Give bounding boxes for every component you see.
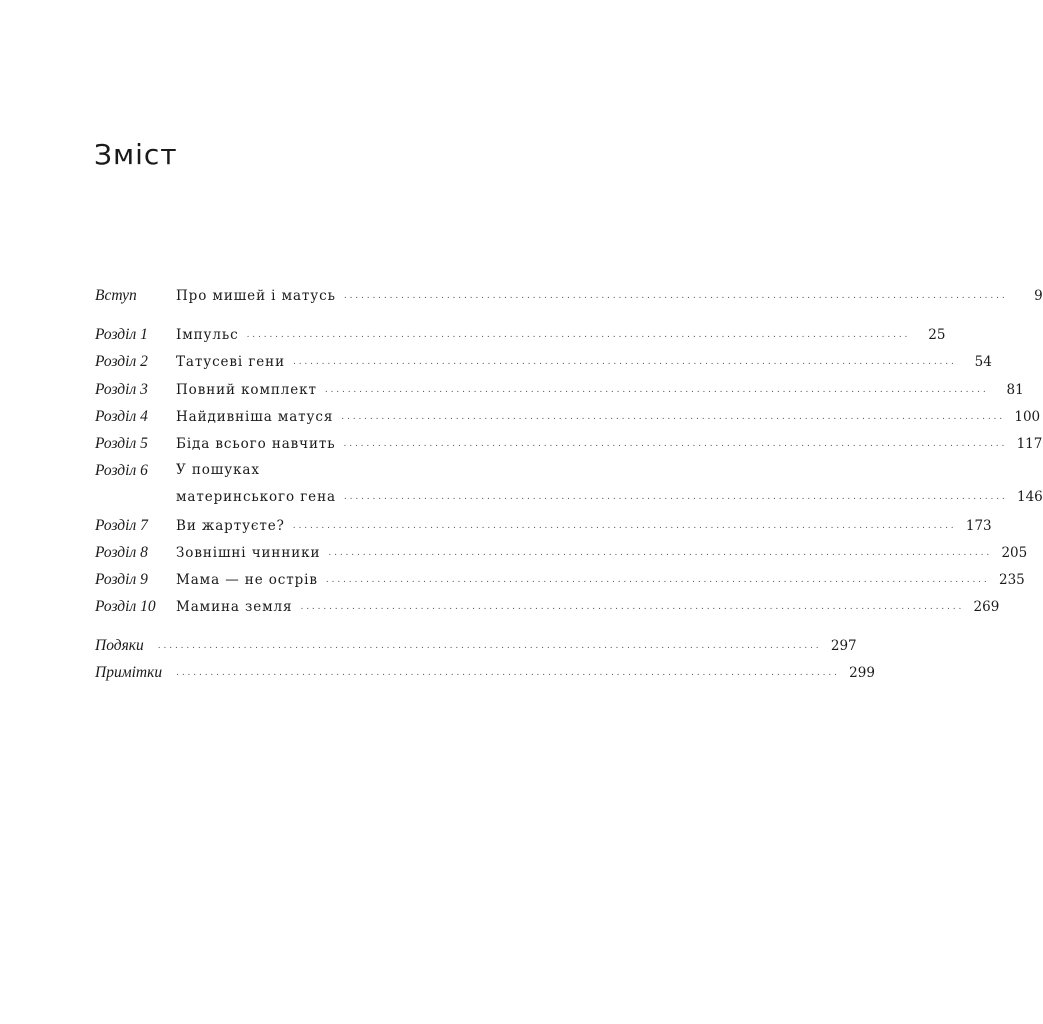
entry-label: Розділ 8 xyxy=(95,543,148,561)
dot-leader xyxy=(328,540,989,567)
entry-title: Повний комплект xyxy=(176,381,317,398)
entry-label: Розділ 6 xyxy=(95,462,148,480)
entry-label: Подяки xyxy=(95,637,144,655)
entry-title: Про мишей і матусь xyxy=(176,288,336,304)
entry-page: 299 xyxy=(849,665,875,682)
entry-title-line-2 xyxy=(176,484,1043,511)
entry-label: Розділ 5 xyxy=(95,434,148,452)
entry-page: 297 xyxy=(830,638,857,655)
entry-page: 54 xyxy=(974,354,992,371)
entry-title: Найдивніша матуся xyxy=(176,408,334,425)
entry-title: У пошуках xyxy=(176,462,260,479)
entry-title: Біда всього навчить xyxy=(176,435,336,452)
entry-label: Розділ 4 xyxy=(95,407,148,425)
toc-entry-chapter-8[interactable] xyxy=(95,539,1028,566)
entry-label: Розділ 7 xyxy=(95,516,148,534)
entry-page: 9 xyxy=(1034,288,1043,304)
entry-title: Імпульс xyxy=(176,327,239,344)
entry-label: Розділ 1 xyxy=(95,326,148,344)
entry-title: материнського гена xyxy=(176,489,336,506)
entry-page: 173 xyxy=(965,517,992,534)
entry-label: Розділ 9 xyxy=(95,570,148,588)
entry-title: Ви жартуєте? xyxy=(176,517,285,534)
entry-title-line-1 xyxy=(176,457,1043,484)
dot-leader xyxy=(293,349,954,376)
entry-label: Примітки xyxy=(95,664,163,682)
dot-leader xyxy=(247,322,908,349)
entry-title: Зовнішні чинники xyxy=(176,544,321,561)
dot-leader xyxy=(293,513,954,540)
entry-page: 100 xyxy=(1014,408,1041,425)
entry-page: 146 xyxy=(1017,489,1043,506)
toc-entry-chapter-2[interactable] xyxy=(95,348,992,375)
dot-leader xyxy=(325,377,986,404)
dot-leader xyxy=(326,567,987,594)
toc-entry-intro[interactable] xyxy=(95,282,1043,309)
dot-leader xyxy=(176,660,837,687)
entry-label: Розділ 10 xyxy=(95,598,156,616)
entry-page: 117 xyxy=(1016,435,1043,452)
entry-page: 81 xyxy=(1006,381,1024,398)
entry-page: 205 xyxy=(1001,544,1028,561)
entry-page: 25 xyxy=(928,327,946,344)
dot-leader xyxy=(344,283,1005,310)
entry-title: Мамина земля xyxy=(176,599,293,616)
entry-label: Розділ 3 xyxy=(95,380,148,398)
dot-leader xyxy=(158,633,819,660)
table-of-contents xyxy=(95,282,1043,687)
toc-entry-chapter-4[interactable] xyxy=(95,403,1041,430)
toc-entry-acknowledgements[interactable] xyxy=(95,632,857,659)
dot-leader xyxy=(300,594,961,621)
toc-entry-chapter-3[interactable] xyxy=(95,376,1024,403)
entry-title: Татусеві гени xyxy=(176,354,285,371)
toc-entry-notes[interactable] xyxy=(95,659,875,686)
entry-page: 269 xyxy=(973,599,1000,616)
toc-entry-chapter-10[interactable] xyxy=(95,593,1000,620)
toc-entry-chapter-6[interactable] xyxy=(95,457,1043,511)
page-title: Зміст xyxy=(94,138,178,171)
entry-label: Розділ 2 xyxy=(95,353,148,371)
toc-entry-chapter-9[interactable] xyxy=(95,566,1025,593)
dot-leader xyxy=(341,404,1002,431)
toc-entry-chapter-7[interactable] xyxy=(95,512,992,539)
entry-label: Вступ xyxy=(95,287,137,304)
dot-leader xyxy=(344,431,1005,458)
entry-title: Мама — не острів xyxy=(176,571,318,588)
toc-entry-chapter-5[interactable] xyxy=(95,430,1043,457)
toc-entry-chapter-1[interactable] xyxy=(95,321,946,348)
entry-title-block xyxy=(176,457,1043,511)
entry-page: 235 xyxy=(998,571,1025,588)
dot-leader xyxy=(344,484,1005,511)
